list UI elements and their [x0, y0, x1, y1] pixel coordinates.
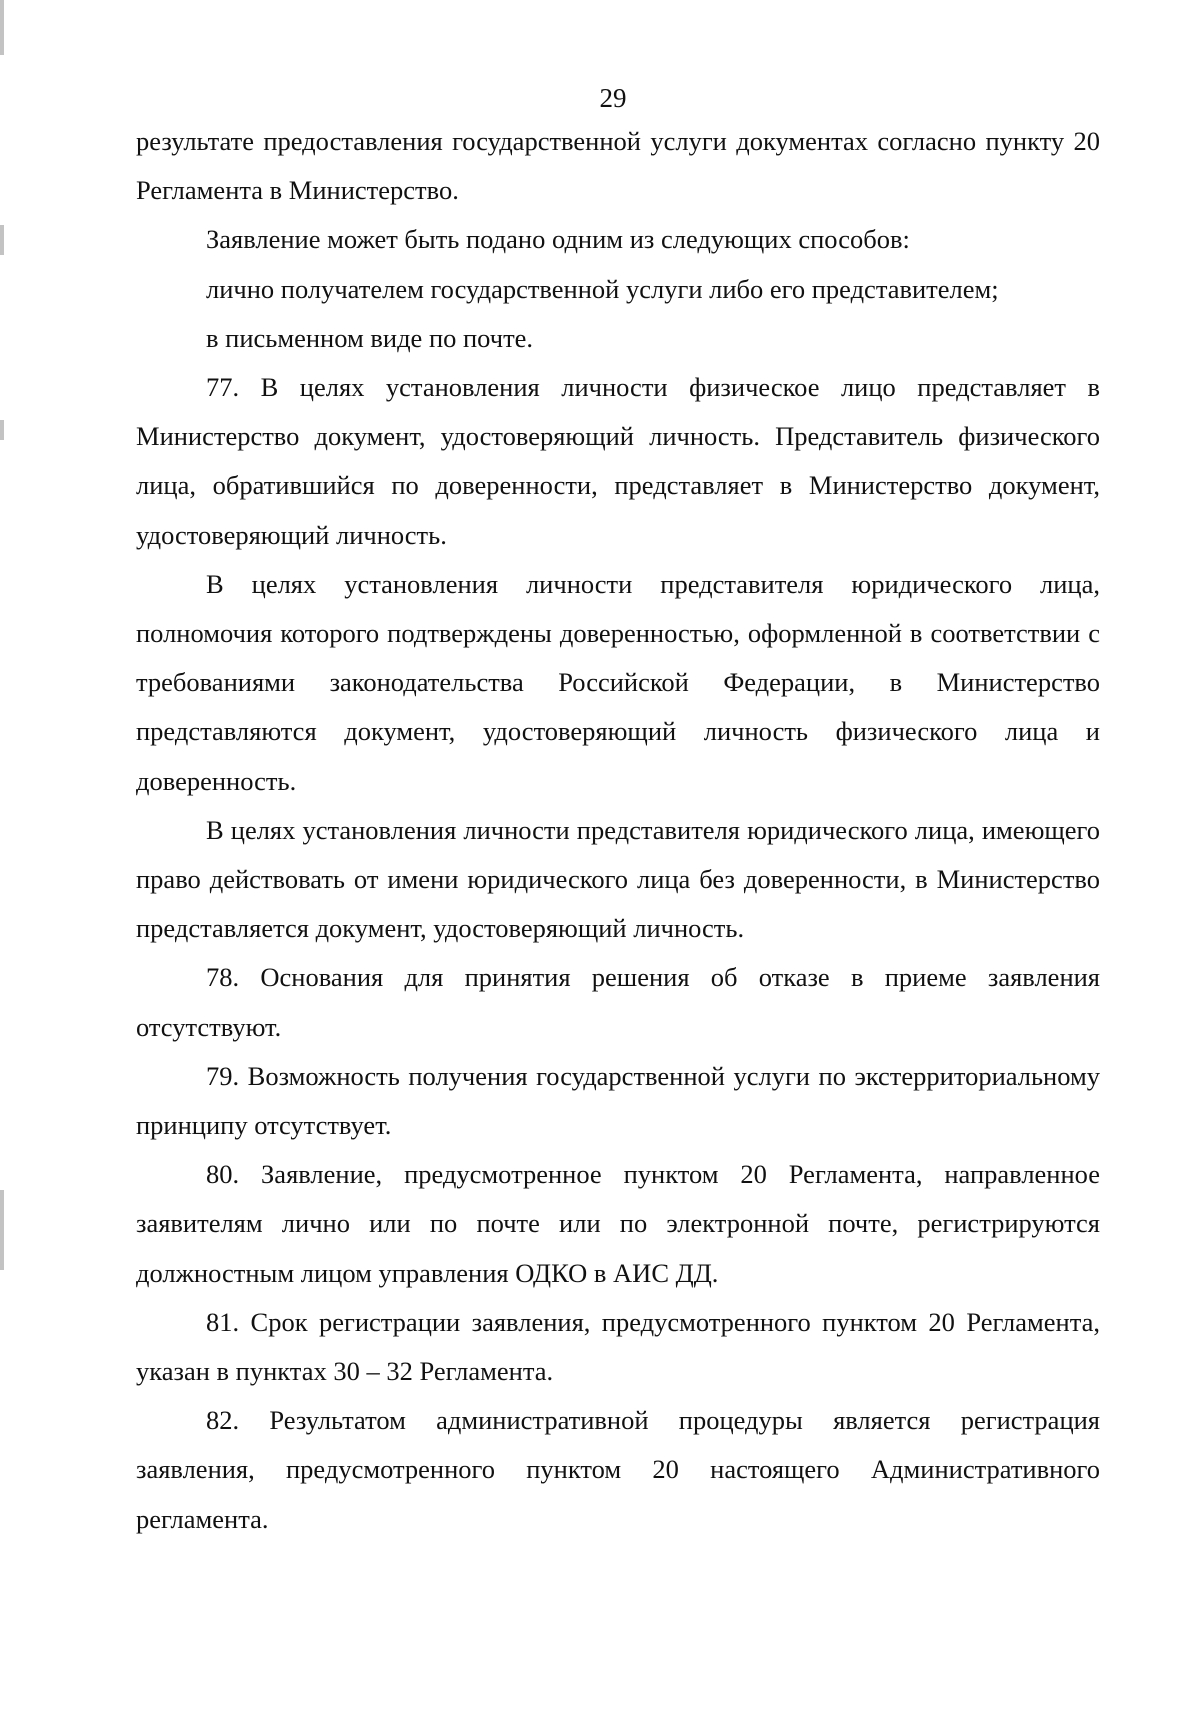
paragraph-item-80: 80. Заявление, предусмотренное пунктом 20 Регламента, направленное заявителям лично или по почте или по электронной почте, регистрируются должностным лицом управления ОДКО в АИС ДД. [136, 1159, 1100, 1288]
paragraph-item-79: 79. Возможность получения государственной услуги по экстерриториальному принципу отсутствует. [136, 1060, 1100, 1141]
paragraph-item-78: 78. Основания для принятия решения об отказе в приеме заявления отсутствуют. [136, 962, 1100, 1042]
paragraph-item-81: 81. Срок регистрации заявления, предусмотренного пунктом 20 Регламента, указан в пунктах 30 – 32 Регламента. [136, 1306, 1100, 1387]
paragraph-item-82: 82. Результатом административной процедуры является регистрация заявления, предусмотренного пунктом 20 настоящего Административного регламента. [136, 1405, 1100, 1534]
paragraph-legal-representative-proxy: В целях установления личности представителя юридического лица, полномочия которого подтверждены доверенностью, оформленной в соответствии с требованиями законодательства Российской Федерации, в Министерство представляются документ, удостоверяющий личность физического лица и доверенность. [136, 568, 1100, 796]
document-body [136, 117, 1100, 1544]
scan-edge-marks [0, 0, 10, 1719]
paragraph-legal-representative-no-proxy: В целях установления личности представителя юридического лица, имеющего право действовать от имени юридического лица без доверенности, в Министерство представляется документ, удостоверяющий личность. [136, 814, 1100, 944]
paragraph-submission-methods: Заявление может быть подано одним из следующих способов: [206, 224, 910, 255]
paragraph-method-by-mail: в письменном виде по почте. [206, 322, 534, 353]
paragraph-method-in-person: лично получателем государственной услуги либо его представителем; [206, 273, 999, 304]
page-number: 29 [599, 83, 627, 113]
paragraph-item-77: 77. В целях установления личности физическое лицо представляет в Министерство документ, удостоверяющий личность. Представитель физического лица, обратившийся по доверенности, представляет в Министерство документ, удостоверяющий личность. [136, 372, 1100, 550]
paragraph-continuation: результате предоставления государственной услуги документах согласно пункту 20 Регламента в Министерство. [136, 126, 1100, 206]
